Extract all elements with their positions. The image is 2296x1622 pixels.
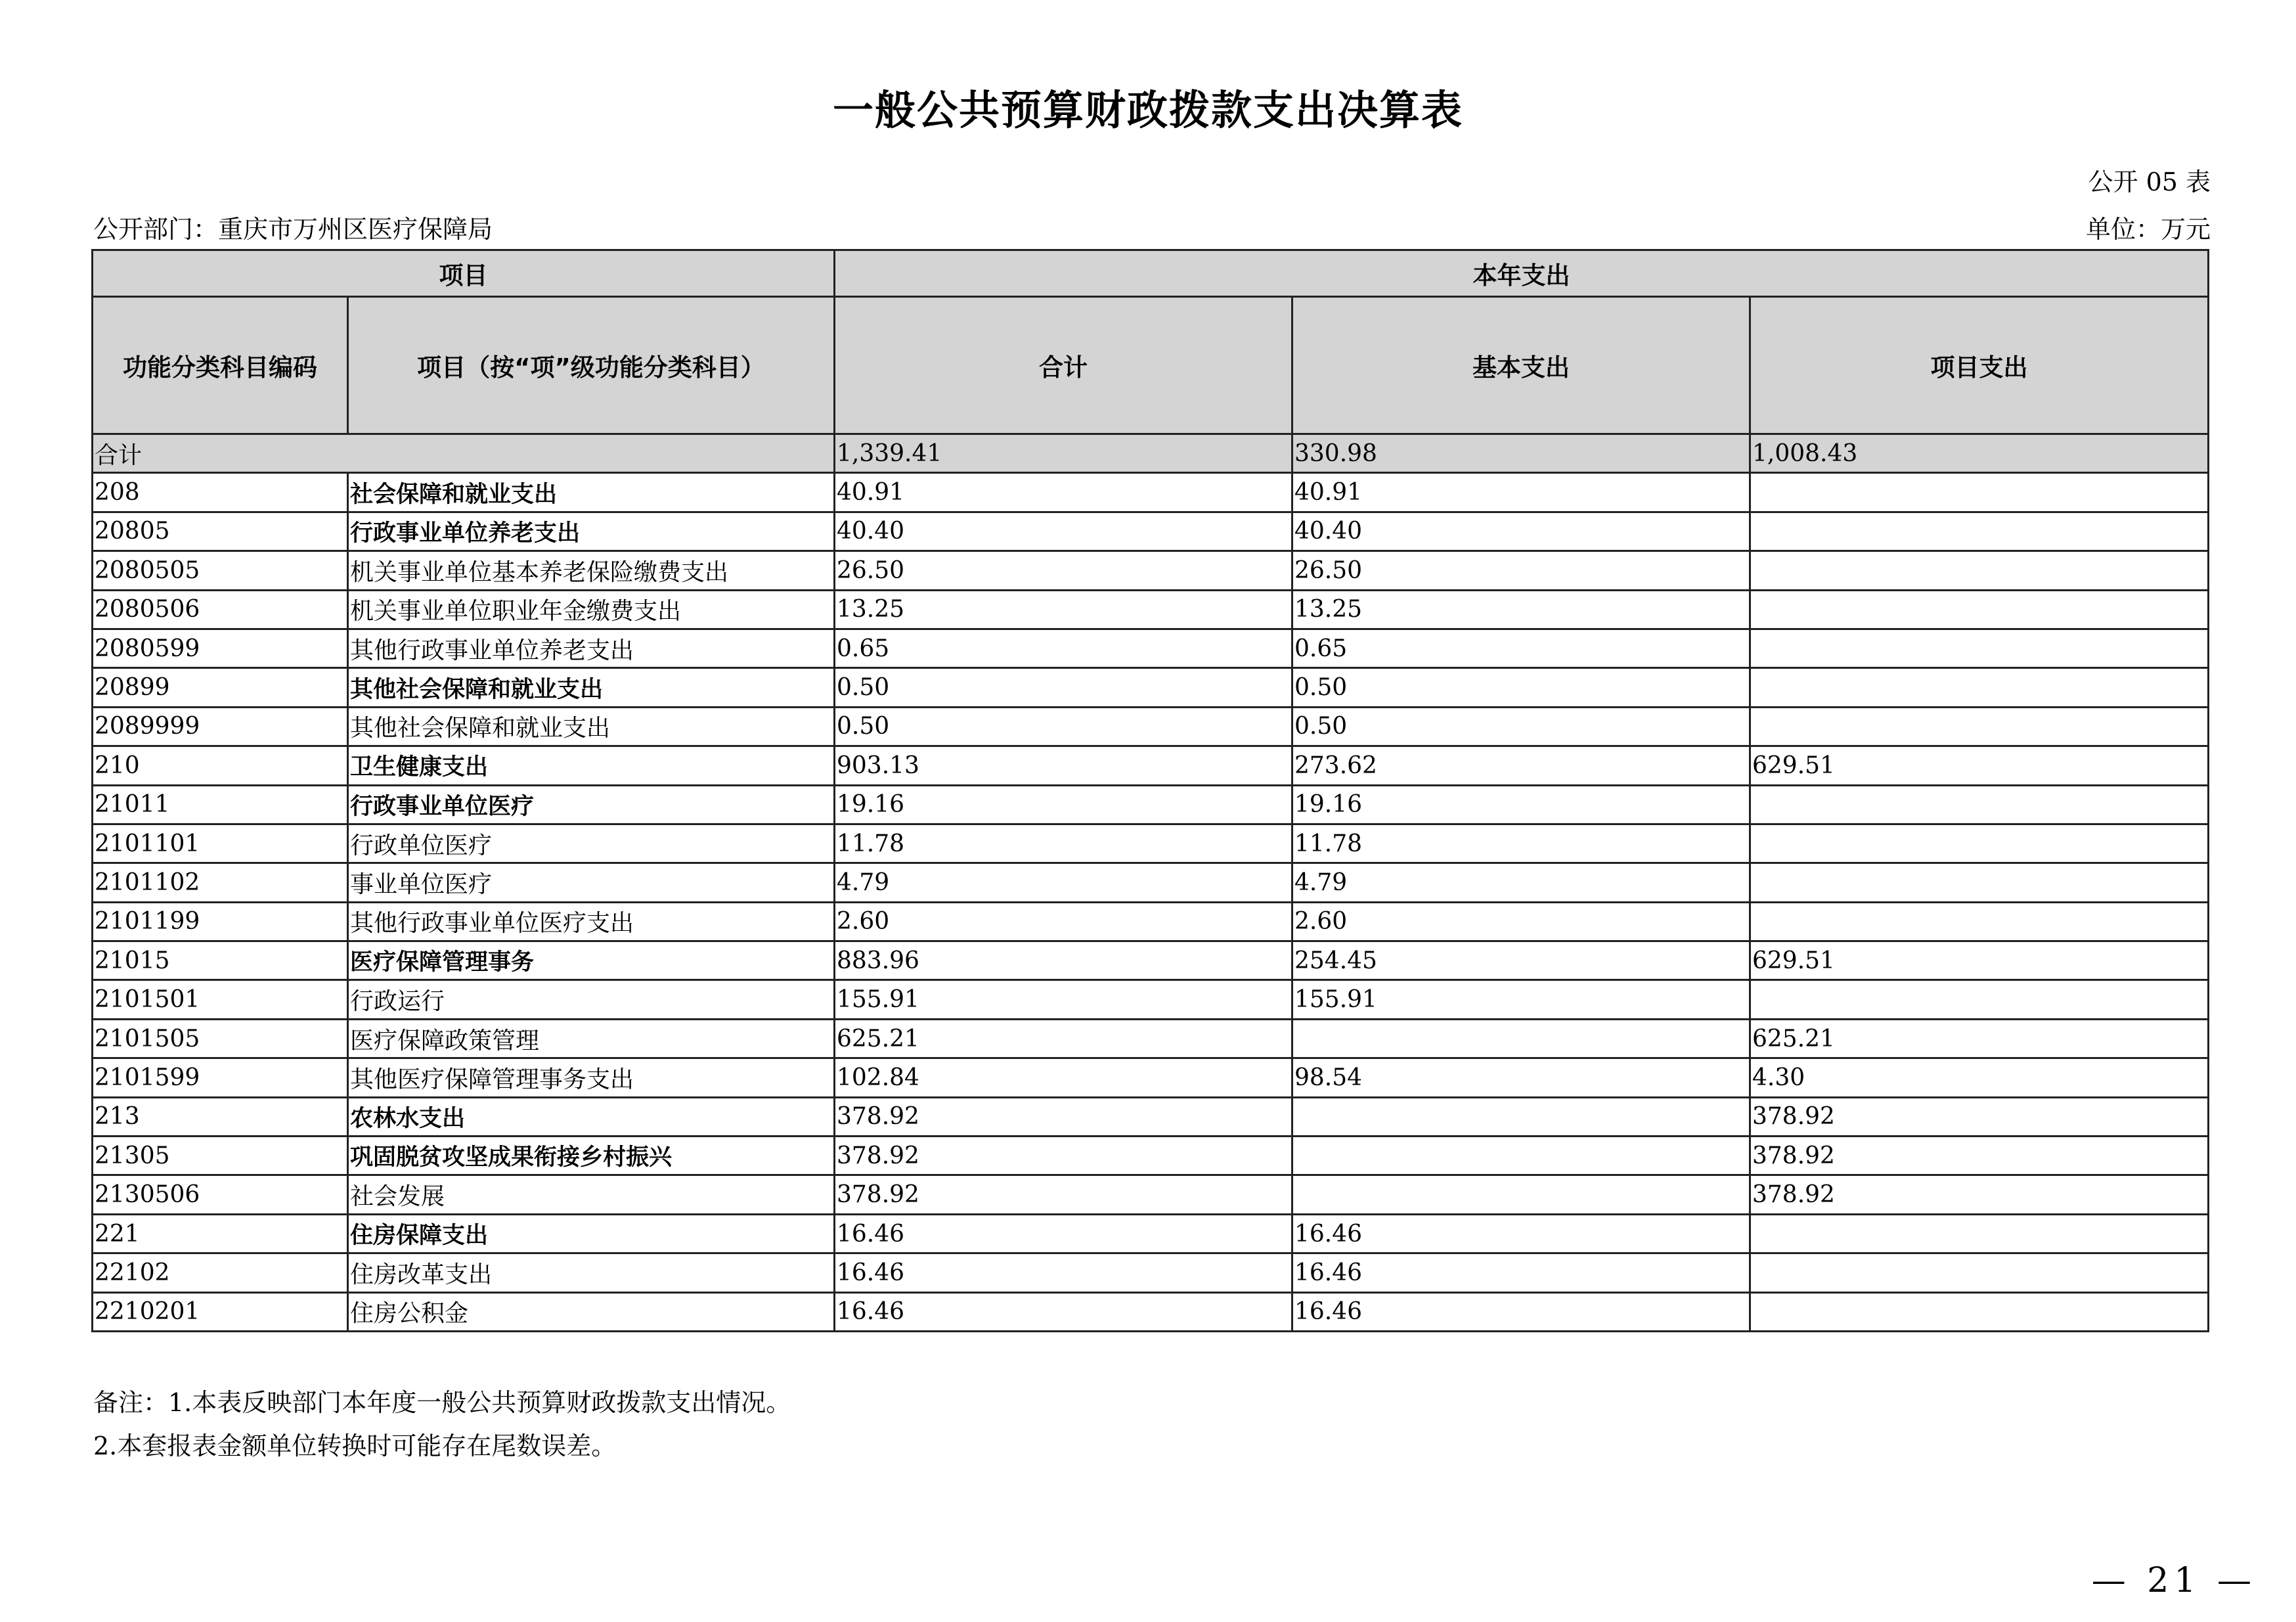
- row-code: 210: [93, 746, 348, 785]
- table-row: [93, 707, 2209, 746]
- table-row: [93, 1058, 2209, 1097]
- row-total: 19.16: [835, 785, 1292, 824]
- row-item-name: 巩固脱贫攻坚成果衔接乡村振兴: [348, 1137, 835, 1175]
- expenditure-table: [91, 249, 2209, 1332]
- row-item-name: 其他行政事业单位养老支出: [348, 629, 835, 667]
- row-item-name: 医疗保障管理事务: [348, 941, 835, 980]
- row-project: [1750, 980, 2209, 1019]
- row-total: 0.50: [835, 668, 1292, 707]
- row-project: [1750, 473, 2209, 512]
- unit-label: 单位：万元: [2085, 215, 2211, 244]
- row-basic: 0.50: [1292, 707, 1750, 746]
- table-row: [93, 746, 2209, 785]
- table-row: [93, 668, 2209, 707]
- row-item-name: 其他医疗保障管理事务支出: [348, 1058, 835, 1097]
- row-basic: 40.40: [1292, 512, 1750, 551]
- row-code: 2101599: [93, 1058, 348, 1097]
- row-basic: [1292, 1137, 1750, 1175]
- row-code: 2101102: [93, 863, 348, 902]
- table-number: 公开 05 表: [2088, 168, 2211, 196]
- row-total: 0.65: [835, 629, 1292, 667]
- row-item-name: 其他社会保障和就业支出: [348, 668, 835, 707]
- row-item-name: 农林水支出: [348, 1097, 835, 1136]
- table-row: [93, 1019, 2209, 1058]
- note-1: 备注：1.本表反映部门本年度一般公共预算财政拨款支出情况。: [93, 1388, 791, 1417]
- table-row: [93, 551, 2209, 590]
- row-basic: 26.50: [1292, 551, 1750, 590]
- row-item-name: 住房保障支出: [348, 1214, 835, 1253]
- row-total: 2.60: [835, 902, 1292, 941]
- table-row: [93, 1137, 2209, 1175]
- department-label: 公开部门：重庆市万州区医疗保障局: [93, 215, 493, 244]
- row-project: 625.21: [1750, 1019, 2209, 1058]
- row-item-name: 住房改革支出: [348, 1253, 835, 1292]
- row-project: [1750, 1292, 2209, 1331]
- row-project: [1750, 551, 2209, 590]
- row-code: 22102: [93, 1253, 348, 1292]
- table-row: [93, 473, 2209, 512]
- row-project: 378.92: [1750, 1137, 2209, 1175]
- note-2: 2.本套报表金额单位转换时可能存在尾数误差。: [93, 1431, 617, 1460]
- row-basic: 4.79: [1292, 863, 1750, 902]
- total-basic: 330.98: [1292, 434, 1750, 473]
- row-item-name: 社会保障和就业支出: [348, 473, 835, 512]
- row-basic: 16.46: [1292, 1292, 1750, 1331]
- row-code: 20805: [93, 512, 348, 551]
- total-row: [93, 434, 2209, 473]
- row-total: 40.40: [835, 512, 1292, 551]
- row-code: 21305: [93, 1137, 348, 1175]
- table-row: [93, 590, 2209, 629]
- row-total: 13.25: [835, 590, 1292, 629]
- row-code: 2130506: [93, 1175, 348, 1214]
- row-code: 2080505: [93, 551, 348, 590]
- row-project: 4.30: [1750, 1058, 2209, 1097]
- header-project-expenditure: 项目支出: [1750, 297, 2209, 434]
- header-item: 项目（按“项”级功能分类科目）: [348, 297, 835, 434]
- page-title: 一般公共预算财政拨款支出决算表: [832, 86, 1463, 134]
- table-row: [93, 824, 2209, 863]
- row-basic: [1292, 1097, 1750, 1136]
- row-code: 2101501: [93, 980, 348, 1019]
- row-basic: 98.54: [1292, 1058, 1750, 1097]
- row-code: 2210201: [93, 1292, 348, 1331]
- row-item-name: 行政单位医疗: [348, 824, 835, 863]
- header-current-year-expenditure: 本年支出: [835, 250, 2209, 297]
- row-basic: 16.46: [1292, 1253, 1750, 1292]
- row-project: [1750, 1214, 2209, 1253]
- row-basic: 19.16: [1292, 785, 1750, 824]
- row-total: 378.92: [835, 1097, 1292, 1136]
- row-total: 4.79: [835, 863, 1292, 902]
- row-item-name: 行政运行: [348, 980, 835, 1019]
- row-code: 21011: [93, 785, 348, 824]
- row-project: [1750, 590, 2209, 629]
- row-basic: [1292, 1175, 1750, 1214]
- row-item-name: 行政事业单位养老支出: [348, 512, 835, 551]
- row-total: 16.46: [835, 1253, 1292, 1292]
- row-basic: 0.50: [1292, 668, 1750, 707]
- header-total: 合计: [835, 297, 1292, 434]
- row-item-name: 医疗保障政策管理: [348, 1019, 835, 1058]
- row-item-name: 行政事业单位医疗: [348, 785, 835, 824]
- row-total: 40.91: [835, 473, 1292, 512]
- row-basic: 273.62: [1292, 746, 1750, 785]
- row-basic: 11.78: [1292, 824, 1750, 863]
- row-code: 221: [93, 1214, 348, 1253]
- total-total: 1,339.41: [835, 434, 1292, 473]
- row-item-name: 事业单位医疗: [348, 863, 835, 902]
- row-project: [1750, 707, 2209, 746]
- row-project: 629.51: [1750, 941, 2209, 980]
- table-row: [93, 1253, 2209, 1292]
- row-code: 2080599: [93, 629, 348, 667]
- row-project: [1750, 668, 2209, 707]
- table-row: [93, 1214, 2209, 1253]
- row-project: [1750, 512, 2209, 551]
- table-row: [93, 512, 2209, 551]
- row-basic: 0.65: [1292, 629, 1750, 667]
- table-row: [93, 902, 2209, 941]
- table-row: [93, 1175, 2209, 1214]
- table-row: [93, 863, 2209, 902]
- row-total: 16.46: [835, 1292, 1292, 1331]
- row-project: 378.92: [1750, 1097, 2209, 1136]
- row-basic: 13.25: [1292, 590, 1750, 629]
- row-project: [1750, 824, 2209, 863]
- row-project: 378.92: [1750, 1175, 2209, 1214]
- row-basic: 2.60: [1292, 902, 1750, 941]
- row-total: 378.92: [835, 1137, 1292, 1175]
- row-item-name: 其他社会保障和就业支出: [348, 707, 835, 746]
- row-basic: 40.91: [1292, 473, 1750, 512]
- row-code: 2101505: [93, 1019, 348, 1058]
- row-total: 11.78: [835, 824, 1292, 863]
- row-project: [1750, 629, 2209, 667]
- row-code: 2101101: [93, 824, 348, 863]
- row-code: 213: [93, 1097, 348, 1136]
- row-code: 2101199: [93, 902, 348, 941]
- table-row: [93, 1097, 2209, 1136]
- row-item-name: 卫生健康支出: [348, 746, 835, 785]
- row-project: 629.51: [1750, 746, 2209, 785]
- row-code: 2080506: [93, 590, 348, 629]
- row-item-name: 住房公积金: [348, 1292, 835, 1331]
- row-total: 155.91: [835, 980, 1292, 1019]
- page-number: — 21 —: [2091, 1561, 2257, 1600]
- row-item-name: 其他行政事业单位医疗支出: [348, 902, 835, 941]
- row-total: 16.46: [835, 1214, 1292, 1253]
- row-total: 26.50: [835, 551, 1292, 590]
- row-total: 883.96: [835, 941, 1292, 980]
- table-row: [93, 629, 2209, 667]
- row-code: 21015: [93, 941, 348, 980]
- row-basic: 254.45: [1292, 941, 1750, 980]
- total-project: 1,008.43: [1750, 434, 2209, 473]
- row-basic: 155.91: [1292, 980, 1750, 1019]
- row-code: 208: [93, 473, 348, 512]
- row-project: [1750, 863, 2209, 902]
- row-total: 102.84: [835, 1058, 1292, 1097]
- table-row: [93, 941, 2209, 980]
- header-code: 功能分类科目编码: [93, 297, 348, 434]
- table-row: [93, 1292, 2209, 1331]
- row-basic: 16.46: [1292, 1214, 1750, 1253]
- header-basic: 基本支出: [1292, 297, 1750, 434]
- row-project: [1750, 1253, 2209, 1292]
- header-project: 项目: [93, 250, 835, 297]
- row-code: 2089999: [93, 707, 348, 746]
- total-label: 合计: [93, 434, 835, 473]
- row-total: 625.21: [835, 1019, 1292, 1058]
- row-basic: [1292, 1019, 1750, 1058]
- row-item-name: 机关事业单位职业年金缴费支出: [348, 590, 835, 629]
- row-project: [1750, 785, 2209, 824]
- row-total: 378.92: [835, 1175, 1292, 1214]
- row-project: [1750, 902, 2209, 941]
- row-item-name: 机关事业单位基本养老保险缴费支出: [348, 551, 835, 590]
- row-total: 903.13: [835, 746, 1292, 785]
- table-row: [93, 980, 2209, 1019]
- row-code: 20899: [93, 668, 348, 707]
- row-total: 0.50: [835, 707, 1292, 746]
- row-item-name: 社会发展: [348, 1175, 835, 1214]
- table-row: [93, 785, 2209, 824]
